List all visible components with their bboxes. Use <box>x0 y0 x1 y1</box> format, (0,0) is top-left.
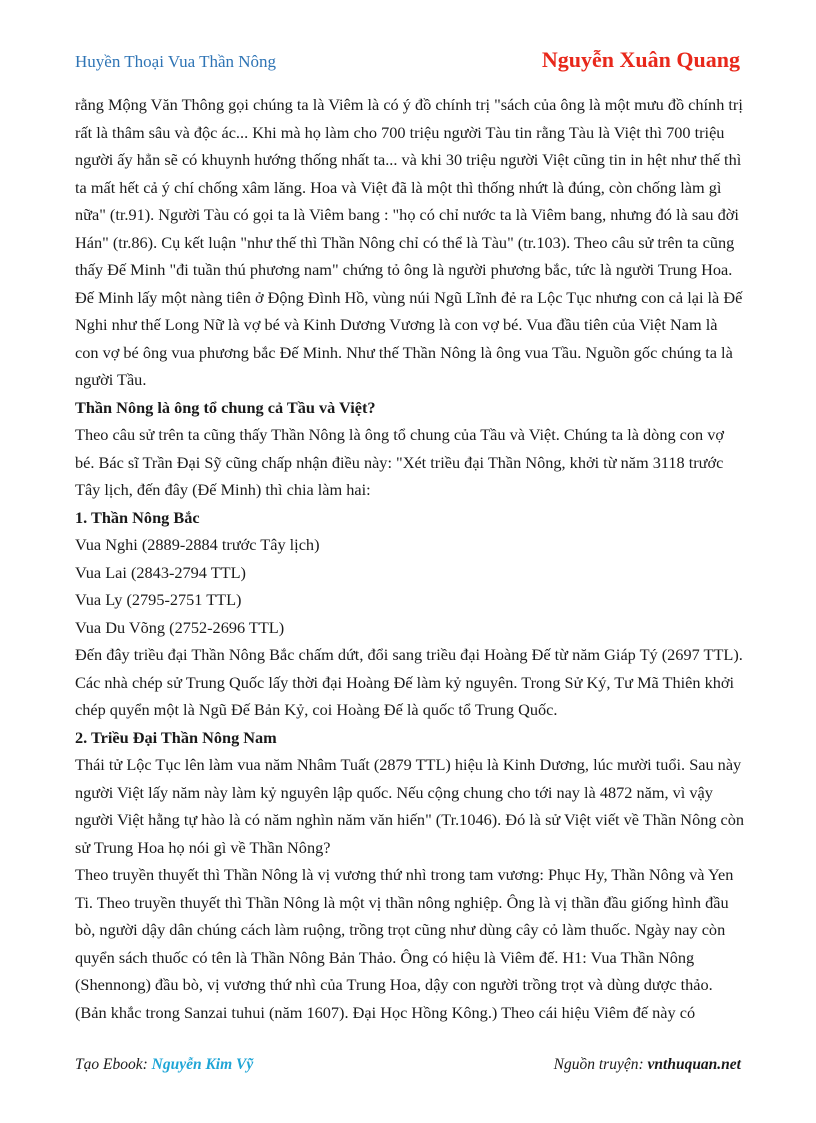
footer-source <box>554 1056 741 1074</box>
section-heading: 1. Thần Nông Bắc <box>75 507 200 527</box>
list-item: Vua Nghi (2889-2884 trước Tây lịch) <box>75 535 320 554</box>
footer-separator: : <box>142 1056 152 1073</box>
header-book-title: Huyền Thoại Vua Thần Nông <box>75 52 277 71</box>
list-item: Vua Du Võng (2752-2696 TTL) <box>75 617 285 637</box>
list-item: Vua Lai (2843-2794 TTL) <box>75 562 246 582</box>
section-heading: 2. Triều Đại Thần Nông Nam <box>75 727 277 747</box>
header-author: Nguyễn Xuân Quang <box>541 47 740 72</box>
section-heading: Thần Nông là ông tổ chung cả Tầu và Việt? <box>75 397 376 417</box>
list-item: Vua Ly (2795-2751 TTL) <box>75 590 242 609</box>
paragraph: Đến đây triều đại Thần Nông Bắc chấm dứt, đổi sang triều đại Hoàng Đế từ năm Giáp Tý (2697 TTL). Các nhà chép sử Trung Quốc lấy thời đại Hoàng Đế làm kỷ nguyên. Trong Sử Ký, Tư Mã Thiên khởi chép quyển một là Ngũ Đế Bản Kỷ, coi Hoàng Đế là quốc tổ Trung Quốc. <box>75 645 743 719</box>
footer-ebook-author: Nguyễn Kim Vỹ <box>151 1056 254 1073</box>
paragraph: Thái tử Lộc Tục lên làm vua năm Nhâm Tuất (2879 TTL) hiệu là Kinh Dương, lúc mười tuổi. Sau này người Việt lấy năm này làm kỷ nguyên lập quốc. Nếu cộng chung cho tới nay là 4872 năm, vì vậy người Việt hằng tự hào là có năm nghìn năm văn hiến" (Tr.1046). Đó là sử Việt viết về Thần Nông còn sử Trung Hoa họ nói gì về Thần Nông? <box>75 755 745 857</box>
footer-ebook-label: Tạo Ebook <box>75 1056 143 1073</box>
footer-source-site: vnthuquan.net <box>647 1056 741 1073</box>
paragraph: rằng Mộng Văn Thông gọi chúng ta là Viêm là có ý đồ chính trị "sách của ông là một mưu đồ chính trị rất là thâm sâu và độc ác... Khi mà họ làm cho 700 triệu người Tàu tin rằng Tàu là Việt thì 700 triệu người ấy hẳn sẽ có khuynh hướng thống nhất ta... và khi 30 triệu người Việt cũng tin in hệt như thế thì ta mất hết cả ý chí chống xâm lăng. Hoa và Việt đã là một thì thống nhứt là đúng, còn chống làm gì nữa" (tr.91). Người Tàu có gọi ta là Viêm bang : "họ có chỉ nước ta là Viêm bang, nhưng đó là sau đời Hán" (tr.86). Cụ kết luận "như thế thì Thần Nông chỉ có thể là Tàu" (tr.103). Theo câu sử trên ta cũng thấy Đế Minh "đi tuần thú phương nam" chứng tỏ ông là người phương bắc, tức là người Trung Hoa. Đế Minh lấy một nàng tiên ở Động Đình Hồ, vùng núi Ngũ Lĩnh đẻ ra Lộc Tục nhưng con cả lại là Đế Nghi như thế Long Nữ là vợ bé và Kinh Dương Vương là con vợ bé. Vua đầu tiên của Việt Nam là con vợ bé ông vua phương bắc Đế Minh. Như thế Thần Nông là ông vua Tầu. Nguồn gốc chúng ta là người Tầu. <box>75 95 743 389</box>
document-body <box>75 91 745 1026</box>
footer-source-label: Nguồn truyện <box>553 1056 639 1073</box>
footer-separator: : <box>638 1056 648 1073</box>
footer-ebook-credit <box>75 1056 253 1074</box>
paragraph: Theo truyền thuyết thì Thần Nông là vị vương thứ nhì trong tam vương: Phục Hy, Thần Nông và Yen Ti. Theo truyền thuyết thì Thần Nông là một vị thần nông nghiệp. Ông là vị thần đầu giống hình đầu bò, người dậy dân chúng cách làm ruộng, trồng trọt cũng như dùng cây cỏ làm thuốc. Ngày nay còn quyển sách thuốc có tên là Thần Nông Bản Thảo. Ông có hiệu là Viêm đế. H1: Vua Thần Nông (Shennong) đầu bò, vị vương thứ nhì của Trung Hoa, dậy con người trồng trọt và dùng dược thảo. (Bản khắc trong Sanzai tuhui (năm 1607). Đại Học Hồng Kông.) Theo cái hiệu Viêm đế này có <box>75 865 734 1022</box>
paragraph: Theo câu sử trên ta cũng thấy Thần Nông là ông tổ chung của Tầu và Việt. Chúng ta là dòng con vợ bé. Bác sĩ Trần Đại Sỹ cũng chấp nhận điều này: "Xét triều đại Thần Nông, khởi từ năm 3118 trước Tây lịch, đến đây (Đế Minh) thì chia làm hai: <box>75 425 725 499</box>
